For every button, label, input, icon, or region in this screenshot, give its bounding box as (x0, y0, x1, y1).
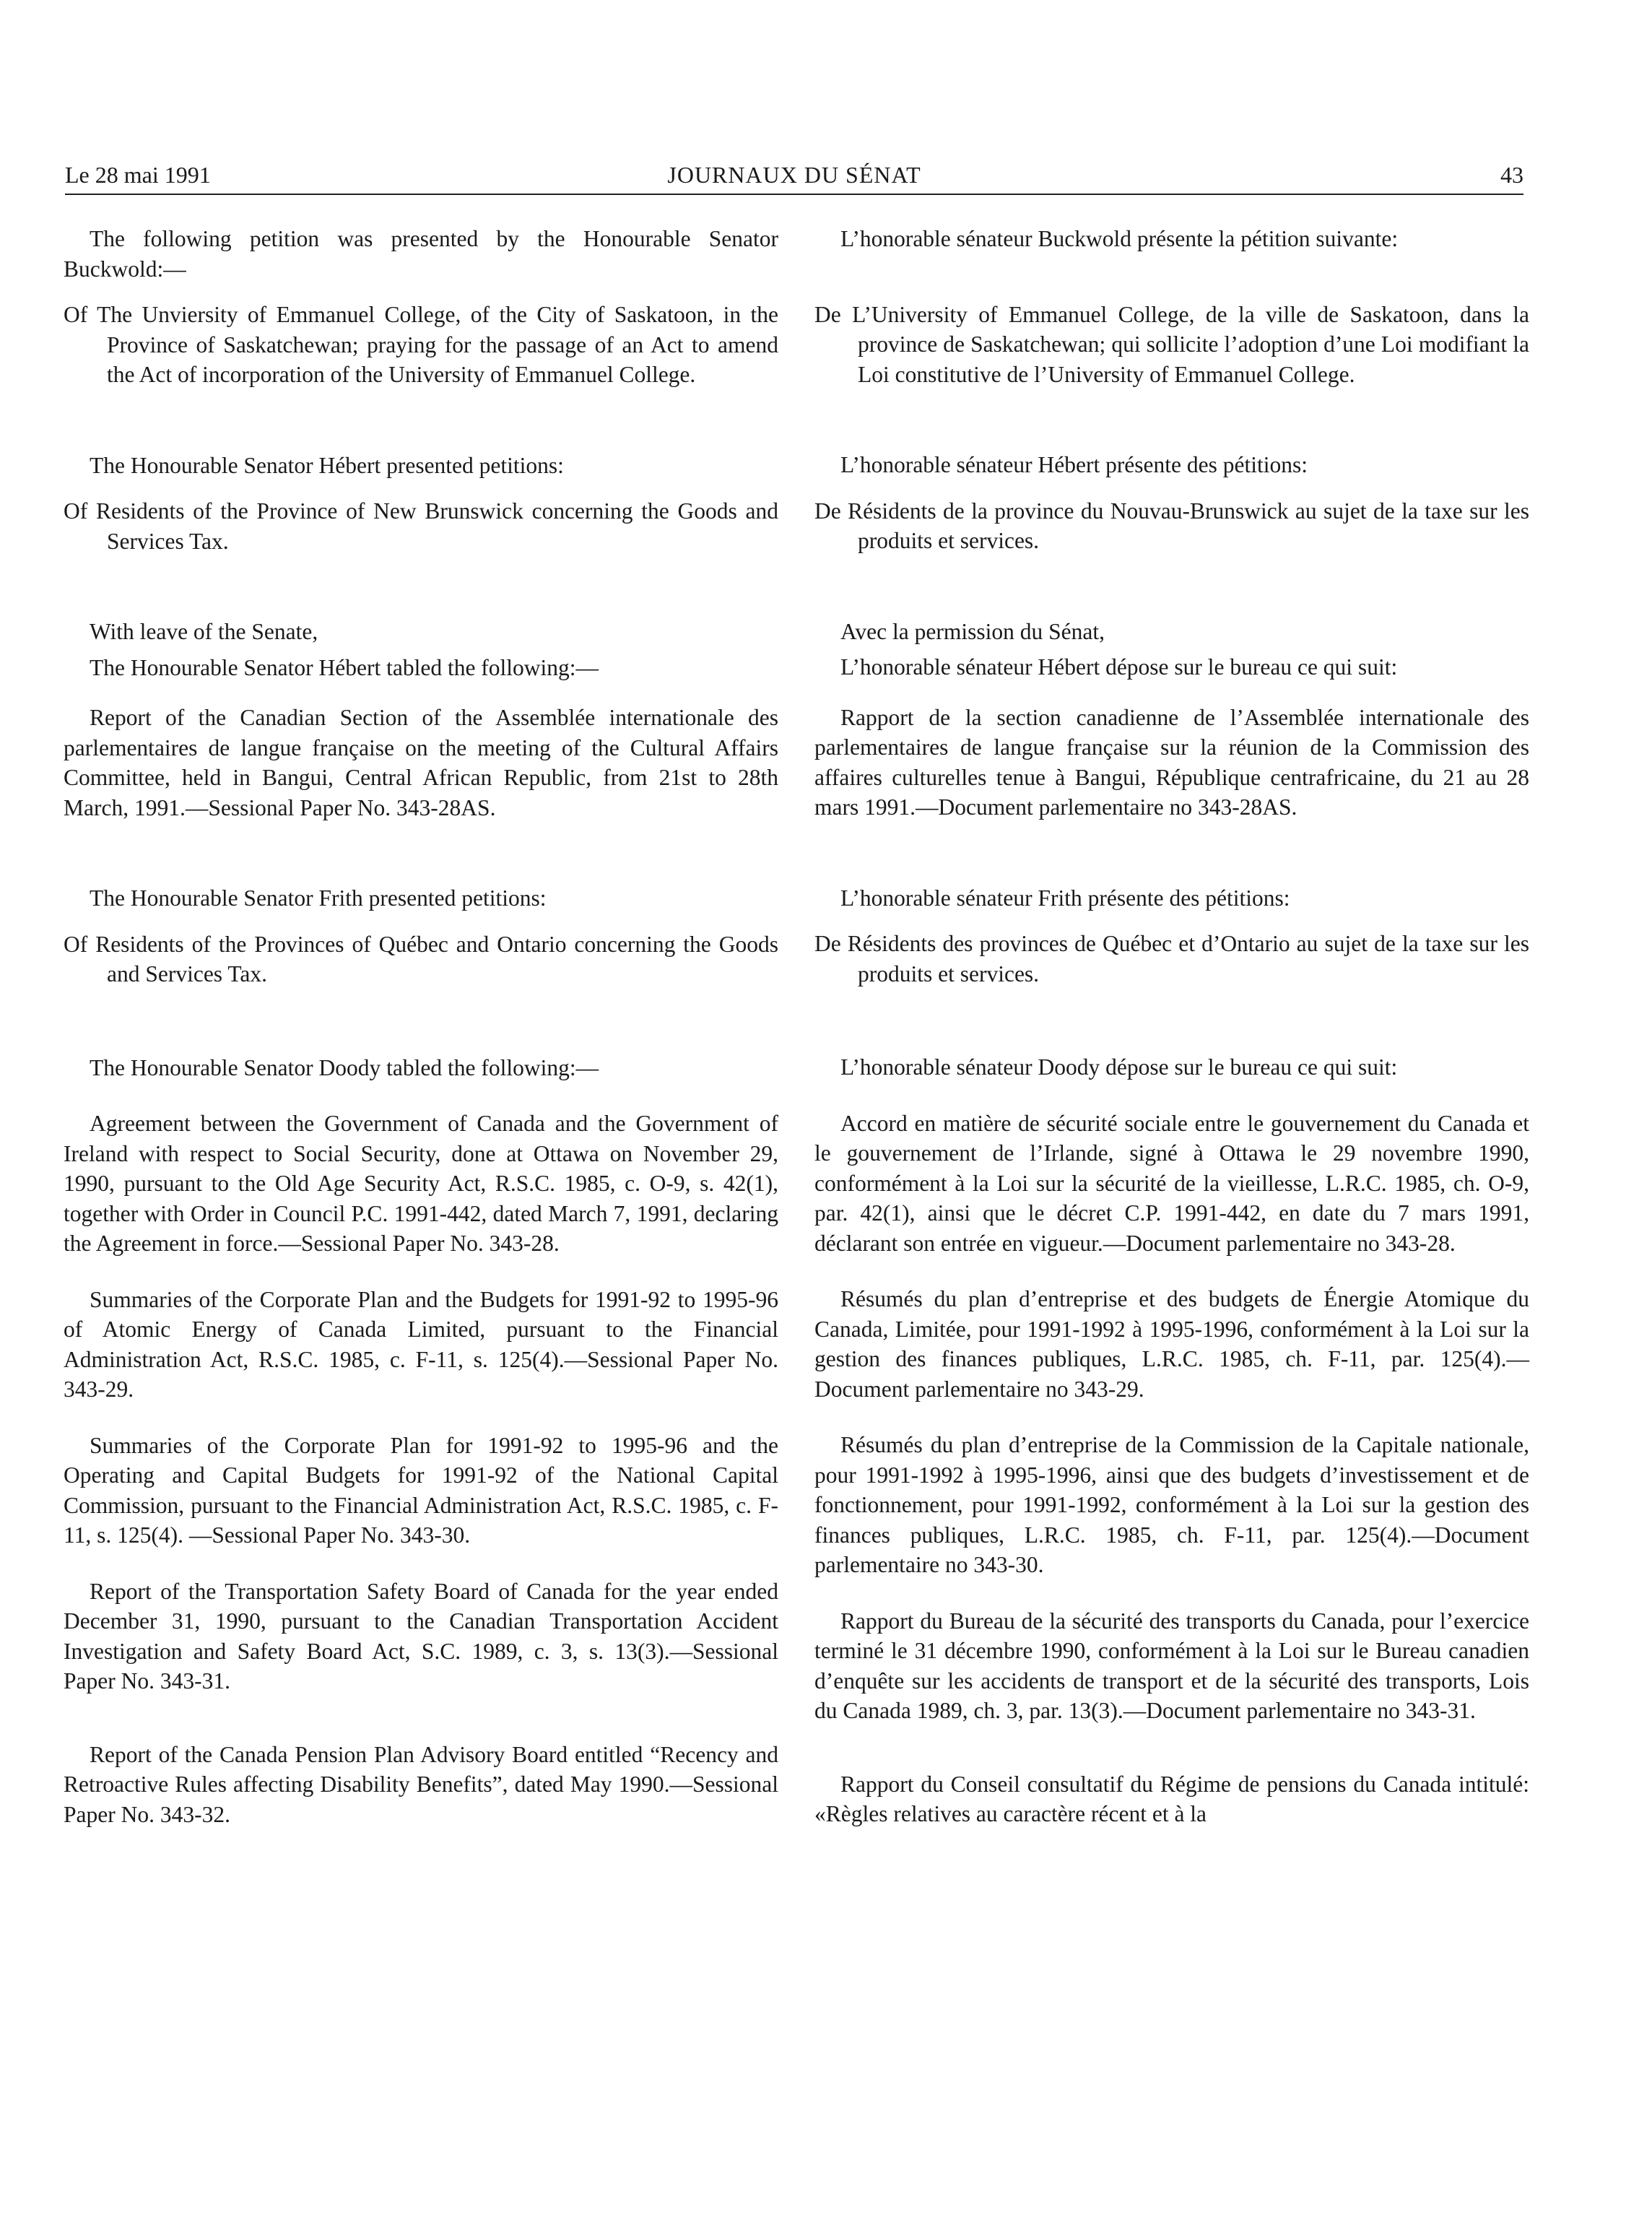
hebert-report-fr: Rapport de la section canadienne de l’Assemblée internationale des parlementaires de langue française sur la réunion de la Commission des affaires culturelles tenue à Bangui, République centrafricaine, du 21 au 28 mars 1991.—Document parlementaire no 343-28AS. (814, 704, 1529, 820)
petition-frith-intro-fr: L’honorable sénateur Frith présente des pétitions: (840, 885, 1290, 911)
leave-of-senate-fr: Avec la permission du Sénat, (840, 618, 1105, 644)
hebert-tabled-intro: The Honourable Senator Hébert tabled the following:— (90, 654, 599, 680)
petition-buckwold-intro-fr: L’honorable sénateur Buckwold présente la pétition suivante: (840, 226, 1399, 251)
petition-hebert-intro: The Honourable Senator Hébert presented petitions: (90, 452, 564, 478)
doody-paper-343-31: Report of the Transportation Safety Board of Canada for the year ended December 31, 1990, pursuant to the Canadian Transportation Accident Investigation and Safety Board Act, S.C. 1989, c. 3, s. 13(3).—Sessional Paper No. 343-31. (64, 1578, 778, 1694)
french-column (814, 224, 1529, 1829)
doody-paper-343-30: Summaries of the Corporate Plan for 1991-92 to 1995-96 and the Operating and Capital Budgets for 1991-92 of the National Capital Commission, pursuant to the Financial Administration Act, R.S.C. 1985, c. F-11, s. 125(4). —Sessional Paper No. 343-30. (64, 1432, 778, 1548)
page-header (65, 157, 1523, 192)
hebert-report: Report of the Canadian Section of the Assemblée internationale des parlementaires de langue française on the meeting of the Cultural Affairs Committee, held in Bangui, Central African Republic, from 21st to 28th March, 1991.—Sessional Paper No. 343-28AS. (64, 705, 778, 820)
petition-buckwold-item-fr: De L’University of Emmanuel College, de la ville de Saskatoon, dans la province de Saskatchewan; qui sollicite l’adoption d’une Loi modifiant la Loi constitutive de l’University of Emmanuel College. (814, 301, 1529, 387)
petition-hebert-item: Of Residents of the Province of New Brunswick concerning the Goods and Services Tax. (64, 498, 778, 554)
journal-title: JOURNAUX DU SÉNAT (667, 162, 921, 188)
doody-paper-343-31-fr: Rapport du Bureau de la sécurité des transports du Canada, pour l’exercice terminé le 31 décembre 1990, conformément à la Loi sur le Bureau canadien d’enquête sur les accidents de transport et de la sécurité des transports, Lois du Canada 1989, ch. 3, par. 13(3).—Document parlementaire no 343-31. (814, 1608, 1529, 1723)
doody-paper-343-29-fr: Résumés du plan d’entreprise et des budgets de Énergie Atomique du Canada, Limitée, pour 1991-1992 à 1995-1996, conformément à la Loi sur la gestion des finances publiques, L.R.C. 1985, ch. F-11, par. 125(4).—Document parlementaire no 343-29. (814, 1286, 1529, 1402)
english-column (64, 224, 778, 1829)
petition-hebert-item-fr: De Résidents de la province du Nouvau-Brunswick au sujet de la taxe sur les produits et services. (814, 498, 1529, 553)
petition-buckwold-item: Of The Unviersity of Emmanuel College, of the City of Saskatoon, in the Province of Saskatchewan; praying for the passage of an Act to amend the Act of incorporation of the University of Emmanuel College. (64, 302, 778, 387)
header-rule (65, 194, 1523, 195)
petition-frith-intro: The Honourable Senator Frith presented petitions: (90, 885, 547, 911)
doody-paper-343-29: Summaries of the Corporate Plan and the Budgets for 1991-92 to 1995-96 of Atomic Energy of Canada Limited, pursuant to the Financial Administration Act, R.S.C. 1985, c. F-11, s. 125(4).—Sessional Paper No. 343-29. (64, 1286, 778, 1402)
petition-buckwold-intro: The following petition was presented by the Honourable Senator Buckwold:— (64, 226, 778, 282)
petition-frith-item: Of Residents of the Provinces of Québec and Ontario concerning the Goods and Services Tax. (64, 931, 778, 987)
doody-paper-343-28: Agreement between the Government of Canada and the Government of Ireland with respect to Social Security, done at Ottawa on November 29, 1990, pursuant to the Old Age Security Act, R.S.C. 1985, c. O-9, s. 42(1), together with Order in Council P.C. 1991-442, dated March 7, 1991, declaring the Agreement in force.—Sessional Paper No. 343-28. (64, 1111, 778, 1256)
petition-hebert-intro-fr: L’honorable sénateur Hébert présente des pétitions: (840, 452, 1308, 477)
hebert-tabled-intro-fr: L’honorable sénateur Hébert dépose sur le bureau ce qui suit: (840, 654, 1398, 680)
doody-paper-343-32: Report of the Canada Pension Plan Advisory Board entitled “Recency and Retroactive Rules affecting Disability Benefits”, dated May 1990.—Sessional Paper No. 343-32. (64, 1741, 778, 1827)
page-number: 43 (1500, 162, 1523, 188)
header-date: Le 28 mai 1991 (65, 162, 211, 188)
doody-tabled-intro-fr: L’honorable sénateur Doody dépose sur le bureau ce qui suit: (840, 1054, 1398, 1080)
doody-tabled-intro: The Honourable Senator Doody tabled the following:— (90, 1054, 599, 1080)
doody-paper-343-30-fr: Résumés du plan d’entreprise de la Commission de la Capitale nationale, pour 1991-1992 à 1995-1996, ainsi que des budgets d’investissement et de fonctionnement, pour 1991-1992, conformément à la Loi sur la gestion des finances publiques, L.R.C. 1985, ch. F-11, par. 125(4).—Document parlementaire no 343-30. (814, 1432, 1529, 1577)
doody-paper-343-32-fr: Rapport du Conseil consultatif du Régime de pensions du Canada intitulé: «Règles relatives au caractère récent et à la (814, 1771, 1529, 1826)
petition-frith-item-fr: De Résidents des provinces de Québec et d’Ontario au sujet de la taxe sur les produits et services. (814, 931, 1529, 987)
doody-paper-343-28-fr: Accord en matière de sécurité sociale entre le gouvernement du Canada et le gouvernement de l’Irlande, signé à Ottawa le 29 novembre 1990, conformément à la Loi sur la sécurité de la vieillesse, L.R.C. 1985, ch. O-9, par. 42(1), ainsi que le décret C.P. 1991-442, en date du 7 mars 1991, déclarant son entrée en vigueur.—Document parlementaire no 343-28. (814, 1110, 1529, 1256)
leave-of-senate: With leave of the Senate, (90, 619, 318, 644)
